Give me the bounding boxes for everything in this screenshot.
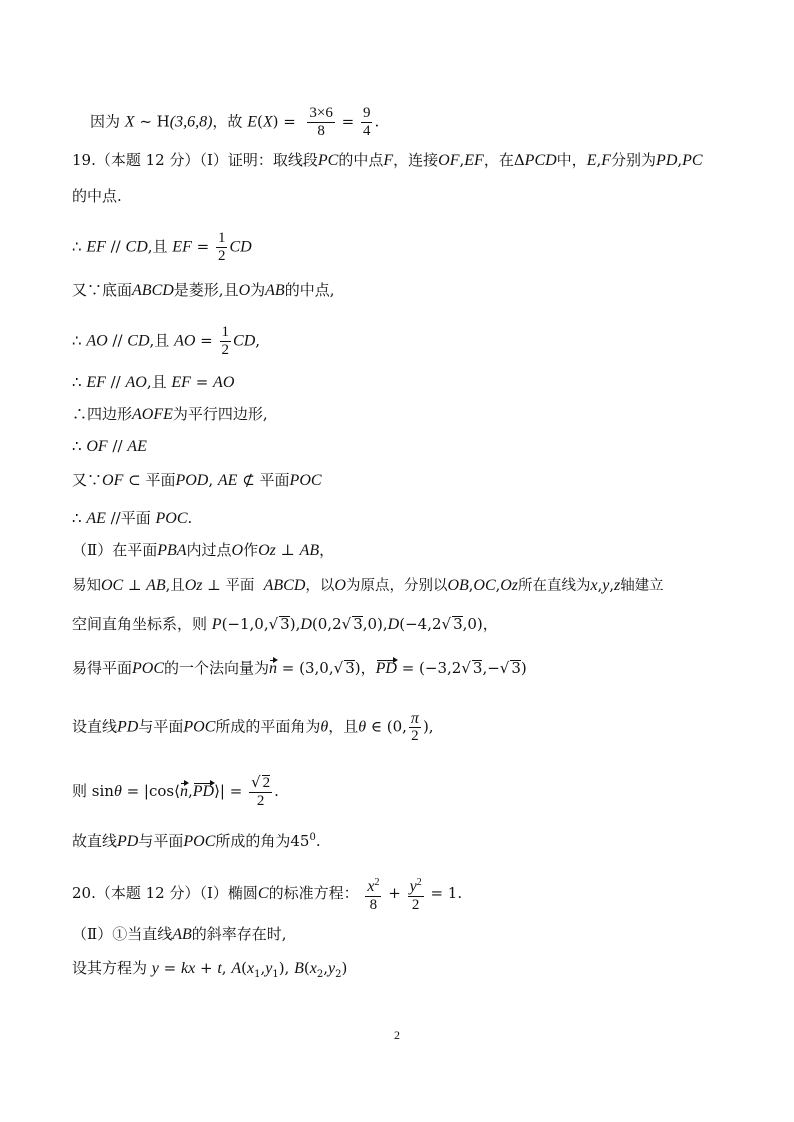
line-7: ∴ EF // AO,且 EF = AO	[72, 373, 235, 391]
line-20: （Ⅱ）①当直线AB的斜率存在时,	[72, 925, 287, 943]
line-8: ∴四边形AOFE为平行四边形,	[72, 405, 268, 423]
vector-n: n	[179, 783, 188, 800]
fraction-pi-over-2: $\frac{\pi}{2}$	[410, 710, 419, 744]
line-19: 20.（本题 12 分）（Ⅰ）椭圆C的标准方程： $\frac{x^2}{8}$ + $\frac{y^2}{2}$ = 1.	[72, 874, 462, 914]
line-2: 19.（本题 12 分）（Ⅰ）证明：取线段PC的中点F，连接OF,EF，在ΔPCD中，E,F分别为PD,PC	[72, 151, 703, 169]
line-14: 空间直角坐标系，则 P(−1,0,√ 3),D(0,2√ 3,0),D(−4,2√ 3,0)，	[72, 615, 498, 633]
page-number: 2	[394, 1028, 400, 1042]
fraction-x2-over-8: $\frac{x^2}{8}$	[365, 874, 381, 914]
line-6: ∴ AO // CD,且 AO = $\frac{1}{2}$ CD,	[72, 324, 261, 358]
fraction-root2-over-2: $\frac{√ 2}{2}$	[251, 773, 271, 809]
sqrt-sign: √	[499, 659, 510, 677]
line-11: ∴ AE //平面 POC.	[72, 509, 193, 527]
sqrt-sign: √	[461, 659, 471, 677]
line-13: 易知OC ⊥ AB,且Oz ⊥ 平面 ABCD，以O为原点，分别以OB,OC,Oz所在直线为x,y,z轴建立	[72, 577, 664, 594]
line-1: 因为 X ~ H(3,6,8)，故 E(X) = $\frac{3\times 6}{8}$ = $\frac{9}{4}$ .	[90, 105, 380, 139]
vector-pd: PD	[375, 660, 397, 677]
vector-n: n	[269, 660, 278, 677]
line-16: 设直线PD与平面POC所成的平面角为θ，且θ ∈ (0, $\frac{\pi}{2}$ ),	[72, 710, 434, 744]
line-10: 又∵OF ⊂ 平面POD, AE ⊄ 平面POC	[72, 471, 322, 489]
fraction-3x6-over-8: $\frac{3\times 6}{8}$	[309, 105, 333, 139]
line-21: 设其方程为 y = kx + t, $A(x_1,y_1)$, $B(x_2,y_2)$	[72, 959, 348, 980]
fraction-1-over-2: $\frac{1}{2}$	[221, 324, 230, 358]
fraction-1-over-2: $\frac{1}{2}$	[217, 230, 226, 264]
sqrt-sign: √	[251, 773, 261, 791]
sqrt-sign: √	[341, 615, 352, 633]
line-4: ∴ EF // CD,且 EF = $\frac{1}{2}$ CD	[72, 230, 252, 264]
line-18: 故直线PD与平面POC所成的角为$45^0$.	[72, 832, 321, 850]
fraction-9-over-4: $\frac{9}{4}$	[362, 105, 371, 139]
line-5: 又∵底面ABCD是菱形,且O为AB的中点,	[72, 281, 335, 299]
line-15: 易得平面POC的一个法向量为n = (3,0,√ 3)，PD = (−3,2√ 3,−√ 3)	[72, 659, 527, 677]
line-17: 则 sinθ = |cos⟨n,PD⟩| = $\frac{√ 2}{2}$ .	[72, 773, 279, 809]
line-12: （Ⅱ）在平面PBA内过点O作Oz ⊥ AB，	[72, 541, 335, 559]
fraction-y2-over-2: $\frac{y^2}{2}$	[408, 874, 424, 914]
line-9: ∴ OF // AE	[72, 437, 147, 455]
line-3: 的中点.	[72, 187, 122, 205]
sqrt-sign: √	[441, 615, 452, 633]
sqrt-sign: √	[268, 615, 279, 633]
sqrt-sign: √	[333, 659, 344, 677]
vector-pd: PD	[192, 783, 215, 800]
